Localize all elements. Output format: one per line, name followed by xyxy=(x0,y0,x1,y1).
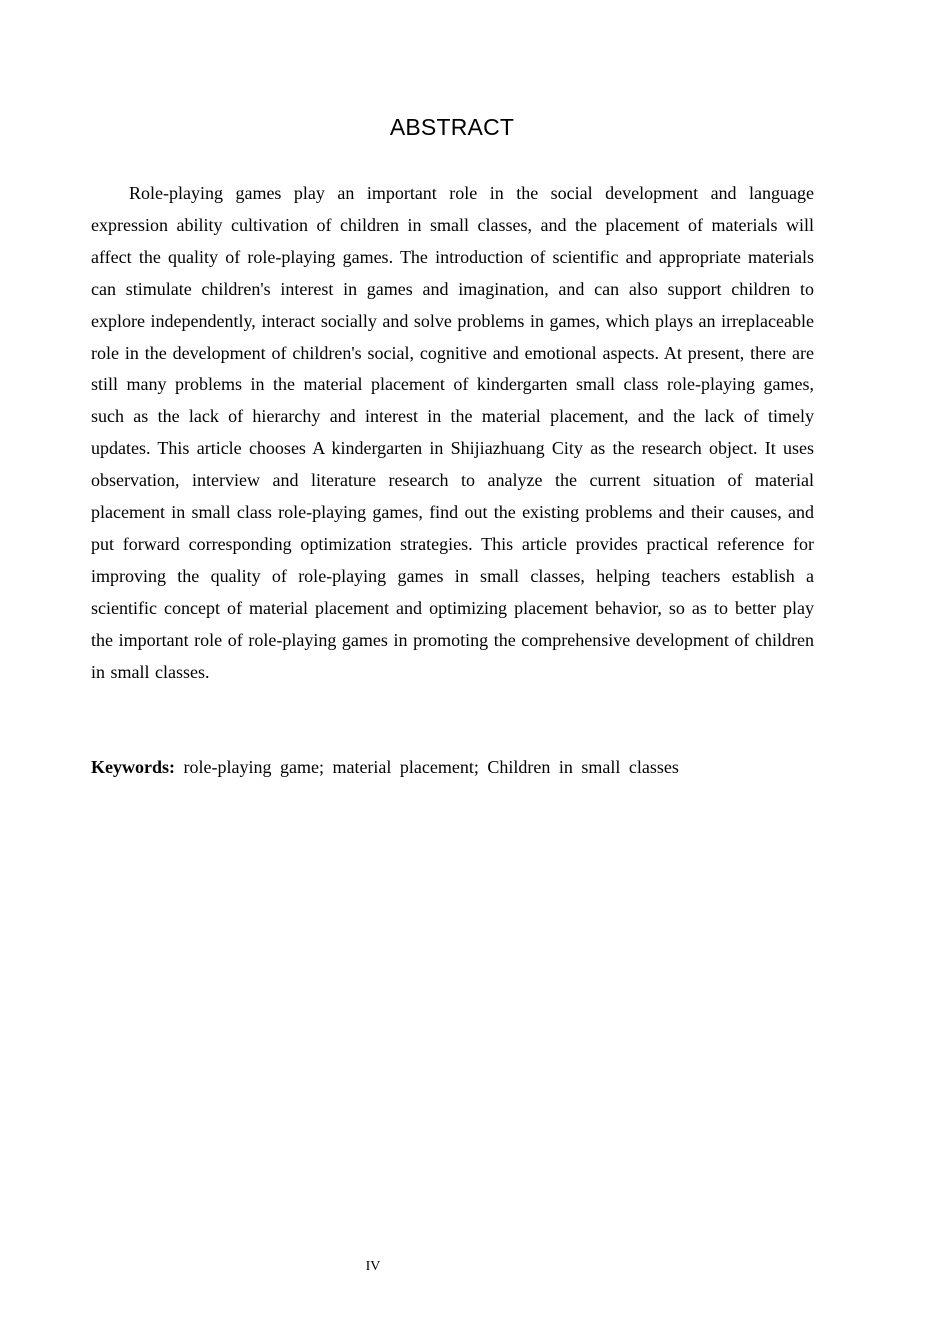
abstract-title: ABSTRACT xyxy=(389,114,515,140)
page-number: IV xyxy=(365,1259,381,1274)
abstract-paragraph: Role-playing games play an important role in the social development and language expression ability cultivation of children in small classes, and the placement of materials will affect the quality of role-playing games. The introduction of scientific and appropriate materials can stimulate children's interest in games and imagination, and can also support children to explore independently, interact socially and solve problems in games, which plays an irreplaceable role in the development of children's social, cognitive and emotional aspects. At present, there are still many problems in the material placement of kindergarten small class role-playing games, such as the lack of hierarchy and interest in the material placement, and the lack of timely updates. This article chooses A kindergarten in Shijiazhuang City as the research object. It uses observation, interview and literature research to analyze the current situation of material placement in small class role-playing games, find out the existing problems and their causes, and put forward corresponding optimization strategies. This article provides practical reference for improving the quality of role-playing games in small classes, helping teachers establish a scientific concept of material placement and optimizing placement behavior, so as to better play the important role of role-playing games in promoting the comprehensive development of children in small classes. xyxy=(91,183,814,682)
keywords-label: Keywords: xyxy=(91,757,175,777)
keywords-line xyxy=(91,752,814,784)
keywords-text: role-playing game; material placement; Children in small classes xyxy=(183,757,679,777)
